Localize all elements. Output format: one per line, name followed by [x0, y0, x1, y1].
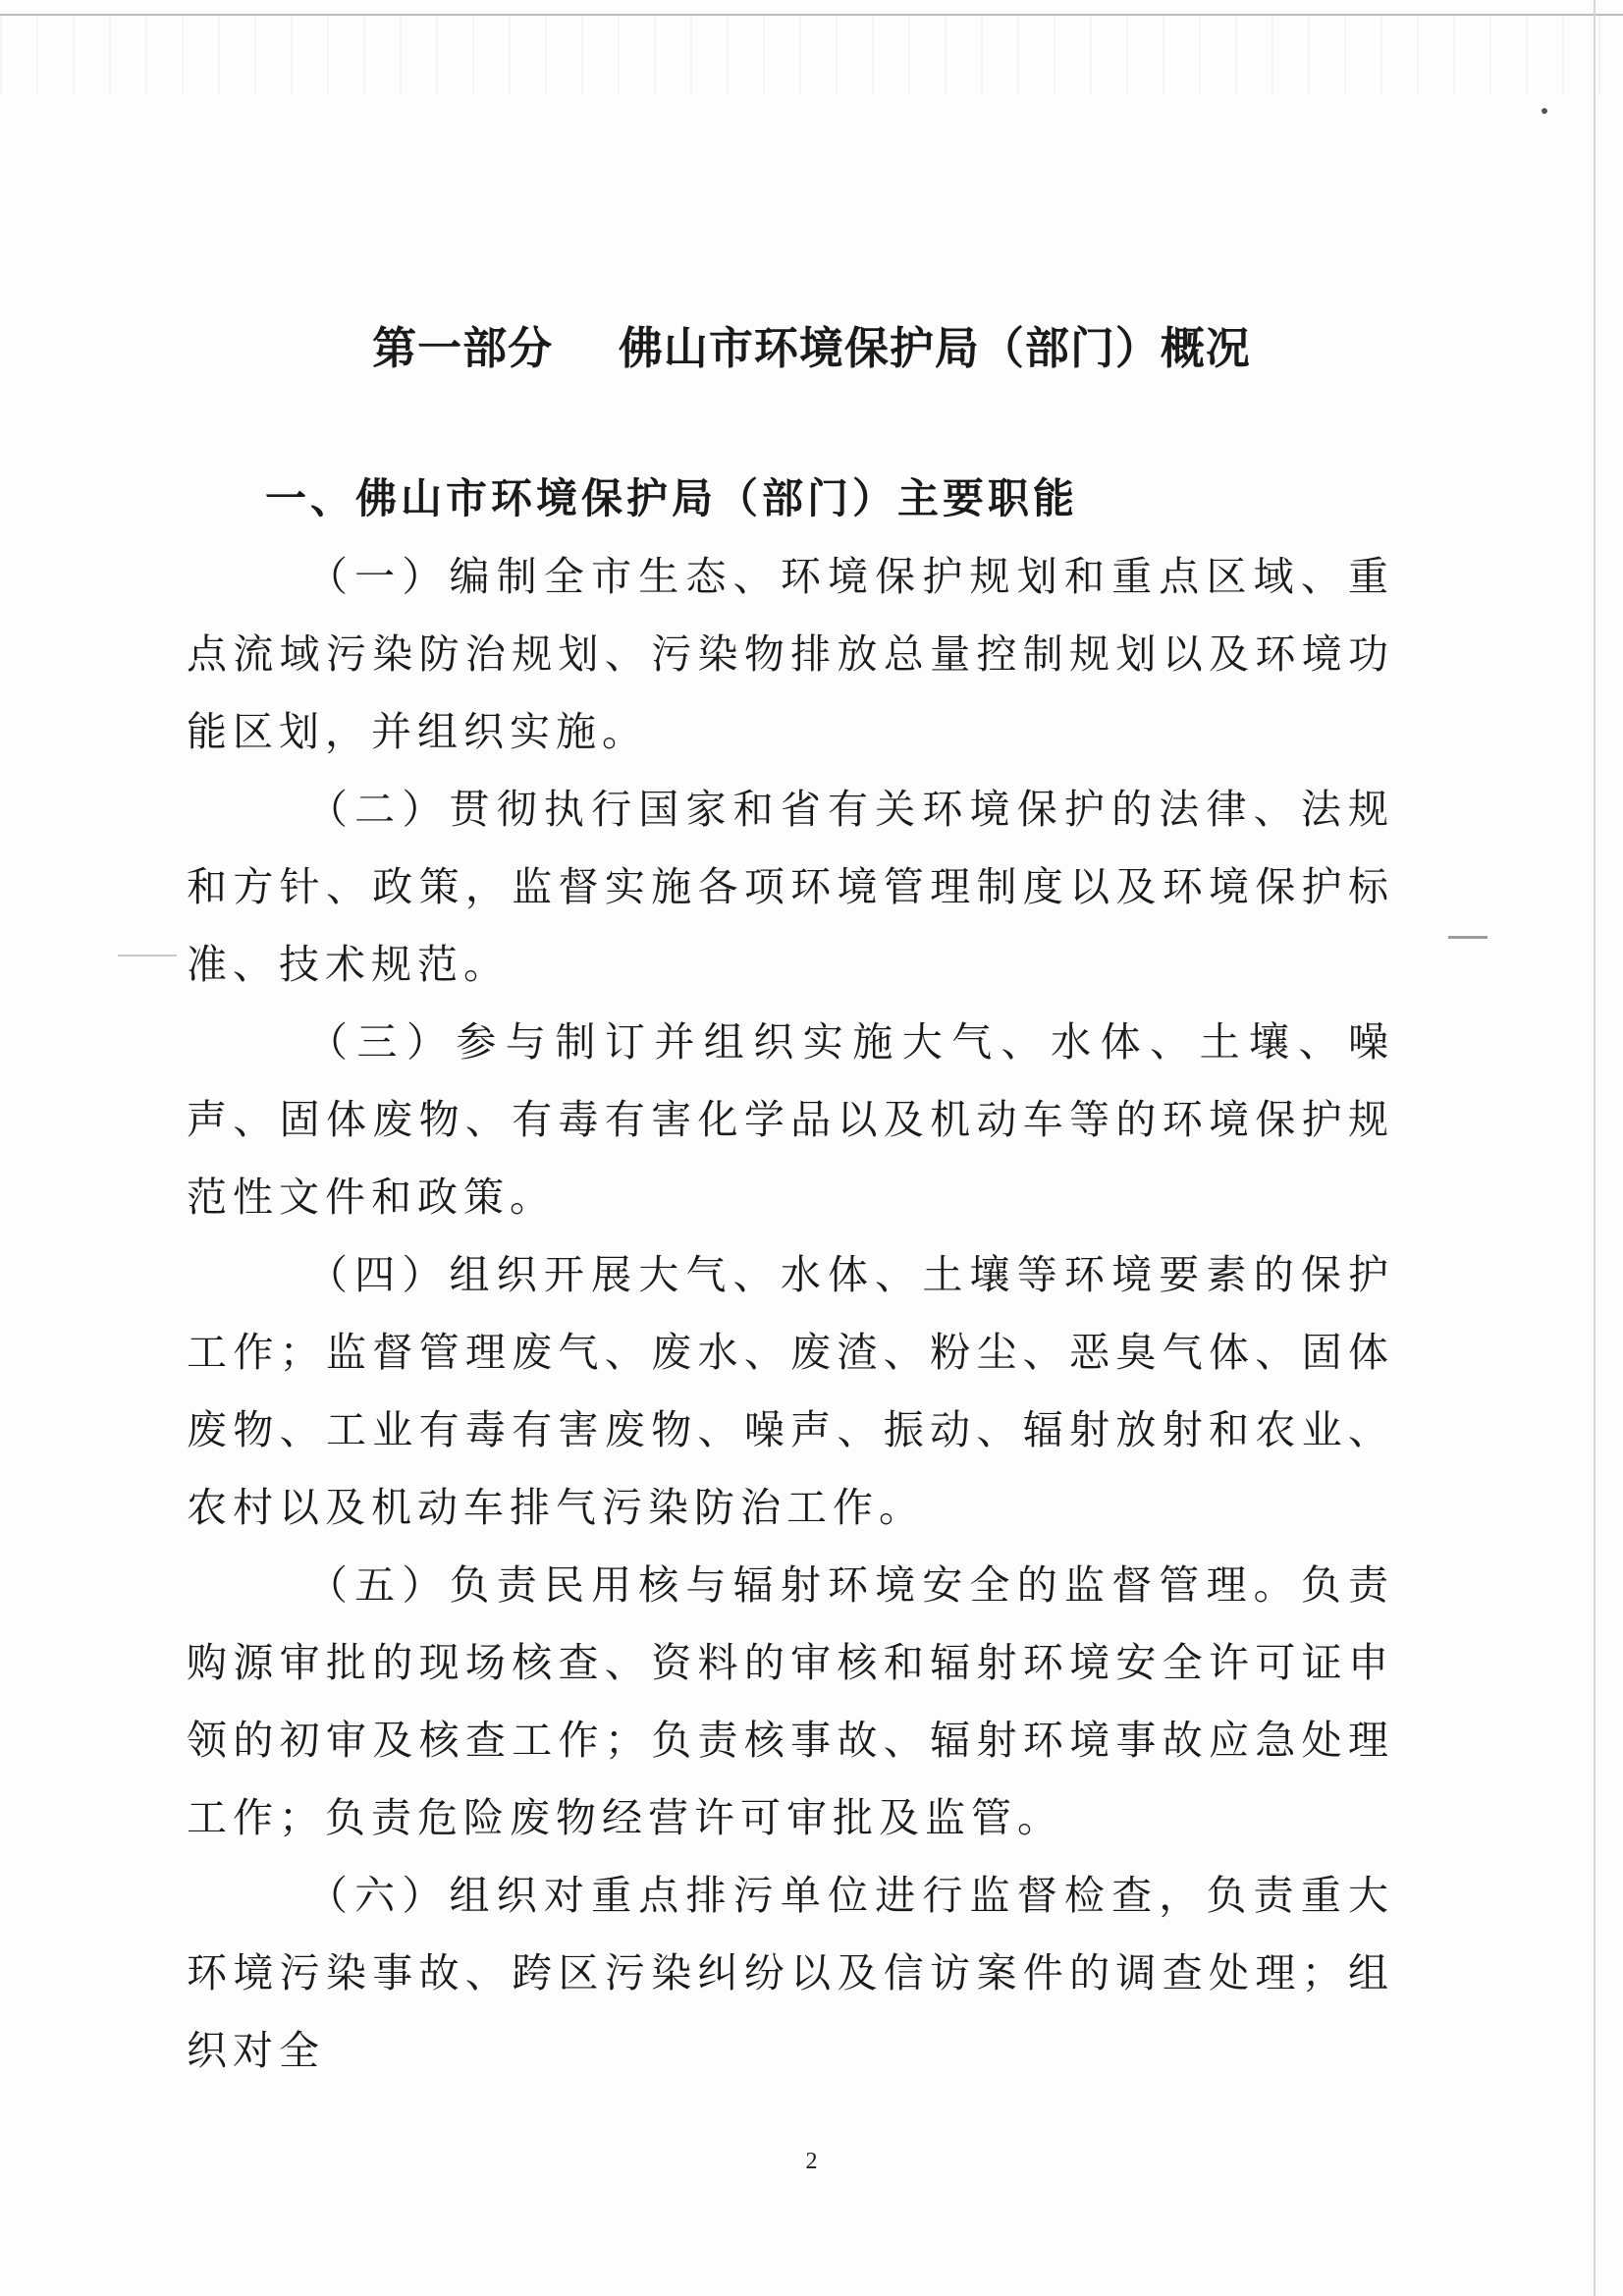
page-number: 2 [805, 2149, 818, 2174]
scan-speck [1542, 108, 1547, 114]
section-heading: 一、佛山市环境保护局（部门）主要职能 [265, 474, 1079, 522]
paragraph: （五）负责民用核与辐射环境安全的监督管理。负责购源审批的现场核查、资料的审核和辐射环境安全许可证申领的初审及核查工作；负责核事故、辐射环境事故应急处理工作；负责危险废物经营许可审批及监管。 [187, 1561, 1394, 1841]
document-title: 第一部分 佛山市环境保护局（部门）概况 [372, 322, 1251, 374]
paragraph: （六）组织对重点排污单位进行监督检查，负责重大环境污染事故、跨区污染纠纷以及信访案件的调查处理；组织对全 [187, 1872, 1394, 2074]
body-text [187, 538, 1394, 2090]
paragraph: （四）组织开展大气、水体、土壤等环境要素的保护工作；监督管理废气、废水、废渣、粉尘、恶臭气体、固体废物、工业有毒有害废物、噪声、振动、辐射放射和农业、农村以及机动车排气污染防治工作。 [187, 1251, 1394, 1531]
paragraph: （三）参与制订并组织实施大气、水体、土壤、噪声、固体废物、有毒有害化学品以及机动车等的环境保护规范性文件和政策。 [187, 1018, 1394, 1221]
paragraph: （一）编制全市生态、环境保护规划和重点区域、重点流域污染防治规划、污染物排放总量控制规划以及环境功能区划，并组织实施。 [187, 553, 1394, 755]
scan-noise-band [0, 16, 1623, 94]
scan-smudge [1448, 936, 1488, 939]
scan-mark [118, 955, 177, 957]
paragraph: （二）贯彻执行国家和省有关环境保护的法律、法规和方针、政策，监督实施各项环境管理制度以及环境保护标准、技术规范。 [187, 786, 1394, 988]
